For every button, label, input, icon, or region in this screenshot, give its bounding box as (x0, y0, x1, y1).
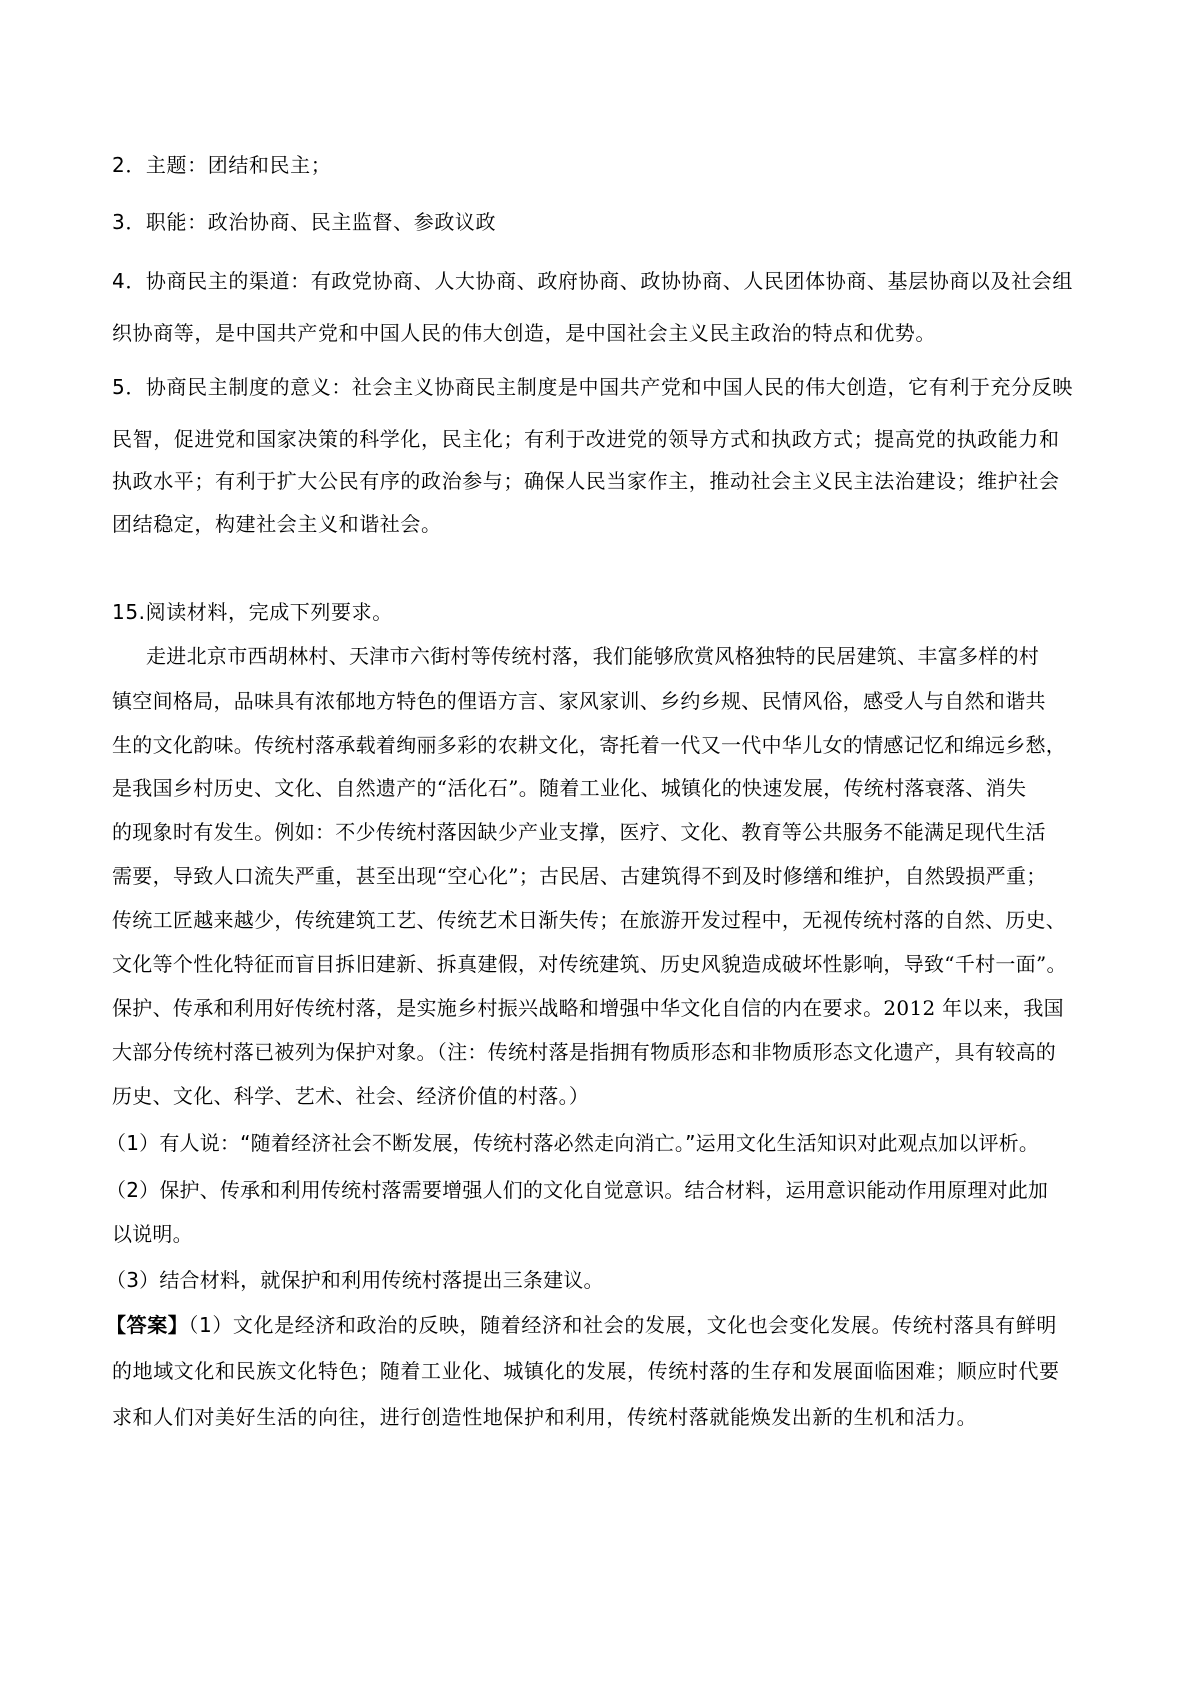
material-line-4: 是我国乡村历史、文化、自然遗产的“活化石”。随着工业化、城镇化的快速发展，传统村落衰落、消失 (112, 776, 1027, 800)
sub-question-2-line-1: （2）保护、传承和利用传统村落需要增强人们的文化自觉意识。结合材料，运用意识能动作用原理对此加 (106, 1178, 1049, 1202)
material-line-7: 传统工匠越来越少，传统建筑工艺、传统艺术日渐失传；在旅游开发过程中，无视传统村落的自然、历史、 (112, 908, 1067, 932)
item-5-line-1: 5．协商民主制度的意义：社会主义协商民主制度是中国共产党和中国人民的伟大创造，它有利于充分反映 (112, 375, 1073, 399)
material-line-5: 的现象时有发生。例如：不少传统村落因缺少产业支撑，医疗、文化、教育等公共服务不能满足现代生活 (112, 820, 1046, 844)
item-4-line-1: 4．协商民主的渠道：有政党协商、人大协商、政府协商、政协协商、人民团体协商、基层协商以及社会组 (112, 269, 1073, 293)
item-5-line-4: 团结稳定，构建社会主义和谐社会。 (112, 512, 442, 536)
answer-line-2: 的地域文化和民族文化特色；随着工业化、城镇化的发展，传统村落的生存和发展面临困难；顺应时代要 (112, 1359, 1060, 1383)
answer-line-1 (106, 1313, 1057, 1337)
answer-text-1: （1）文化是经济和政治的反映，随着经济和社会的发展，文化也会变化发展。传统村落具有鲜明 (188, 1313, 1057, 1337)
material-line-2: 镇空间格局，品味具有浓郁地方特色的俚语方言、家风家训、乡约乡规、民情风俗，感受人与自然和谐共 (112, 689, 1046, 713)
answer-line-3: 求和人们对美好生活的向往，进行创造性地保护和利用，传统村落就能焕发出新的生机和活力。 (112, 1405, 978, 1429)
sub-question-1: （1）有人说：“随着经济社会不断发展，传统村落必然走向消亡。”运用文化生活知识对此观点加以评析。 (106, 1131, 1040, 1155)
item-2-text: 2．主题：团结和民主； (112, 153, 332, 177)
question-15-title: 15.阅读材料，完成下列要求。 (112, 600, 393, 624)
answer-label: 【答案】 (106, 1313, 189, 1337)
item-5-line-2: 民智，促进党和国家决策的科学化，民主化；有利于改进党的领导方式和执政方式；提高党的执政能力和 (112, 427, 1060, 451)
material-line-3: 生的文化韵味。传统村落承载着绚丽多彩的农耕文化，寄托着一代又一代中华儿女的情感记忆和绵远乡愁， (112, 733, 1067, 757)
item-4-line-2: 织协商等，是中国共产党和中国人民的伟大创造，是中国社会主义民主政治的特点和优势。 (112, 321, 936, 345)
sub-question-3: （3）结合材料，就保护和利用传统村落提出三条建议。 (106, 1268, 604, 1292)
item-5-line-3: 执政水平；有利于扩大公民有序的政治参与；确保人民当家作主，推动社会主义民主法治建设；维护社会 (112, 469, 1060, 493)
sub-question-2-line-2: 以说明。 (112, 1222, 193, 1246)
material-line-6: 需要，导致人口流失严重，甚至出现“空心化”；古民居、古建筑得不到及时修缮和维护，自然毁损严重； (112, 864, 1047, 888)
material-line-8: 文化等个性化特征而盲目拆旧建新、拆真建假，对传统建筑、历史风貌造成破坏性影响，导致“千村一面”。 (112, 952, 1067, 976)
material-line-10: 大部分传统村落已被列为保护对象。（注：传统村落是指拥有物质形态和非物质形态文化遗产，具有较高的 (112, 1040, 1057, 1064)
item-3-text: 3．职能：政治协商、民主监督、参政议政 (112, 210, 497, 234)
material-line-9: 保护、传承和利用好传统村落，是实施乡村振兴战略和增强中华文化自信的内在要求。2012 年以来，我国 (112, 996, 1064, 1020)
material-line-11: 历史、文化、科学、艺术、社会、经济价值的村落。） (112, 1084, 590, 1108)
material-line-1: 走进北京市西胡林村、天津市六街村等传统村落，我们能够欣赏风格独特的民居建筑、丰富多样的村 (146, 644, 1040, 668)
